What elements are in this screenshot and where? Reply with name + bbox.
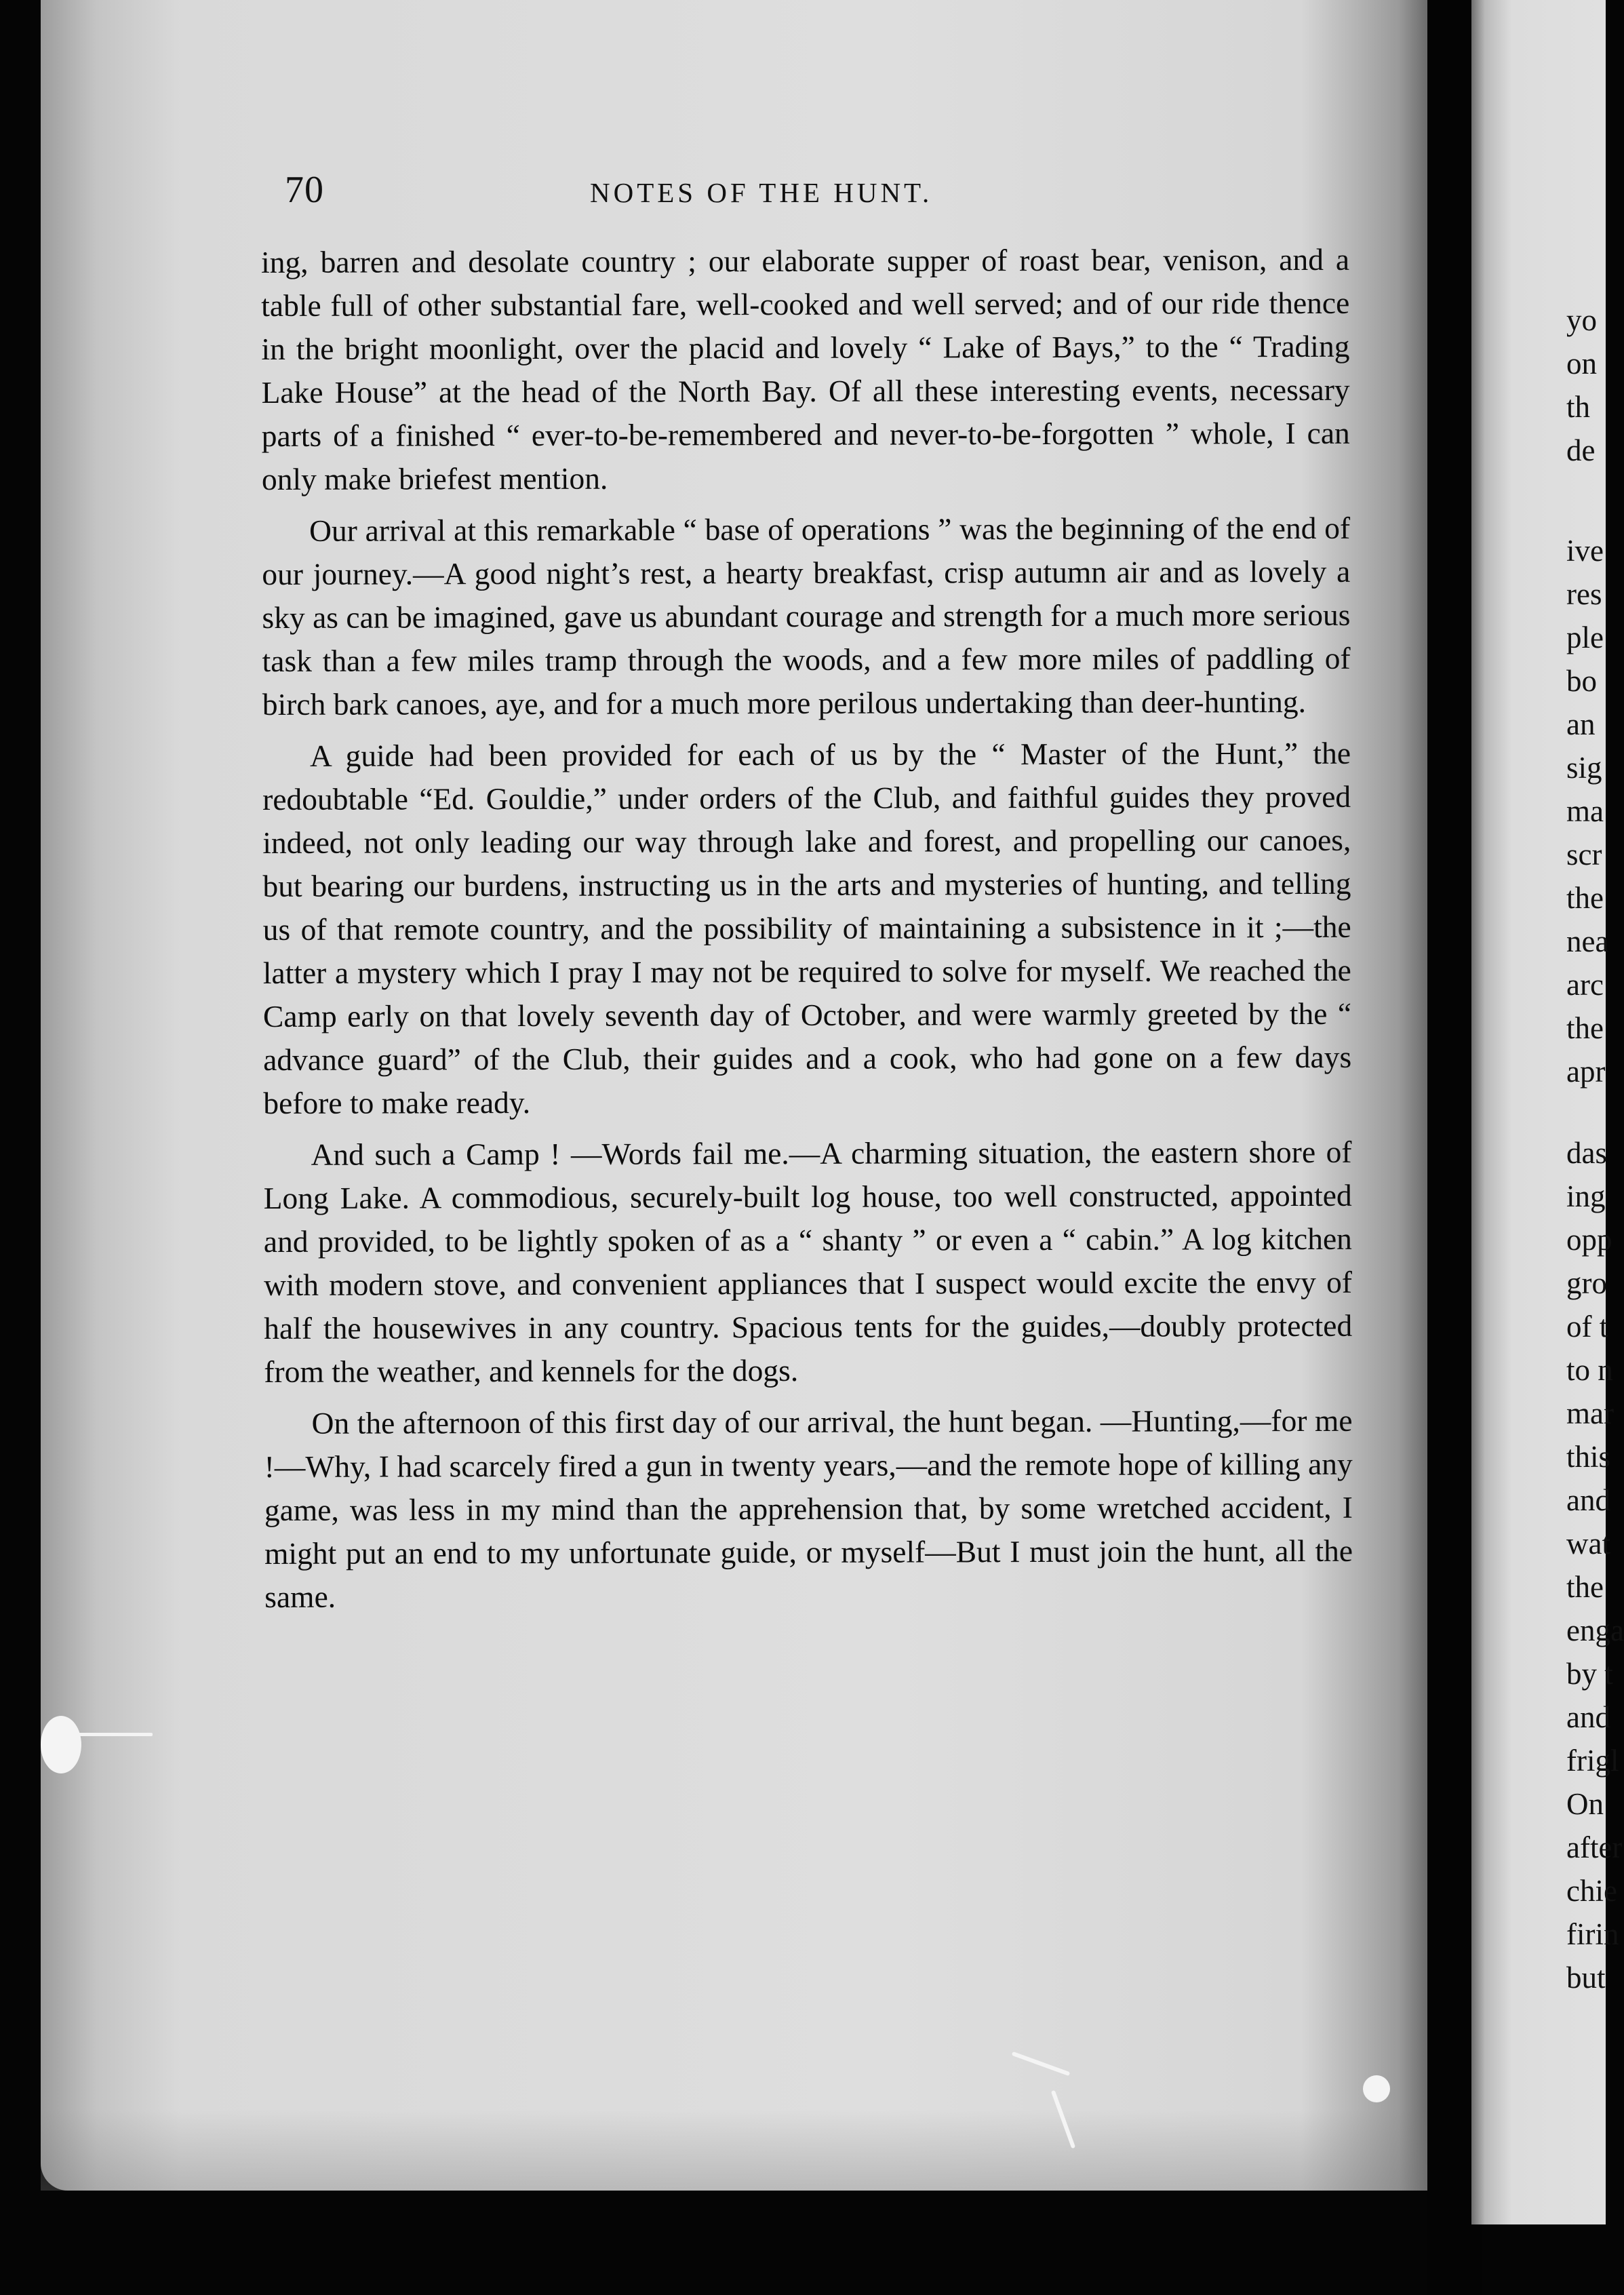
facing-line: ma xyxy=(1566,794,1604,828)
facing-line: ple xyxy=(1566,621,1604,654)
facing-line: the xyxy=(1566,881,1604,915)
paragraph-1: ing, barren and desolate country ; our elaborate supper of roast bear, venison, and a table full of other substantial fare, well-cooked and well served; and of our ride thence in the bright moonlight, over the placid and lovely “ Lake of Bays,” to the “ Trading Lake House” at the head of the North Bay. Of all these interesting events, necessary parts of a finished “ ever-to-be-remembered and never-to-be-forgotten ” whole, I can only make briefest mention. xyxy=(261,241,1350,496)
facing-line: das xyxy=(1566,1136,1607,1170)
facing-line: ive xyxy=(1566,534,1604,568)
facing-line: yo xyxy=(1566,303,1597,337)
facing-line: gro xyxy=(1566,1266,1607,1300)
facing-line: the xyxy=(1566,1011,1604,1045)
facing-line: On xyxy=(1566,1787,1604,1821)
facing-line: chie xyxy=(1566,1874,1617,1908)
facing-line: but xyxy=(1566,1961,1606,1995)
facing-line: th xyxy=(1566,390,1591,424)
running-title: NOTES OF THE HUNT. xyxy=(590,177,933,208)
facing-line: bo xyxy=(1566,664,1597,698)
facing-line: opp xyxy=(1566,1223,1612,1257)
running-head xyxy=(285,168,1343,212)
page-number: 70 xyxy=(285,169,324,211)
facing-line: res xyxy=(1566,577,1602,611)
facing-line: scr xyxy=(1566,838,1602,871)
facing-line: after xyxy=(1566,1830,1623,1864)
facing-line: enga xyxy=(1566,1613,1624,1647)
facing-line: on xyxy=(1566,347,1597,380)
body-text xyxy=(261,238,1353,1627)
facing-line: wat xyxy=(1566,1527,1610,1561)
facing-line: mar xyxy=(1566,1396,1614,1430)
facing-line: by t xyxy=(1566,1657,1613,1691)
facing-line: de xyxy=(1566,433,1596,467)
facing-line: the xyxy=(1566,1570,1604,1604)
facing-line: this xyxy=(1566,1440,1611,1474)
facing-line: nea xyxy=(1566,924,1609,958)
facing-line: firin xyxy=(1566,1917,1619,1951)
scan-speck xyxy=(68,1733,153,1736)
facing-line: frigl xyxy=(1566,1744,1619,1778)
paragraph-2: Our arrival at this remarkable “ base of operations ” was the beginning of the end of our journey.—A good night’s rest, a hearty breakfast, crisp autumn air and as lovely a sky as can be imagined, gave us abundant courage and strength for a much more serious task than a few miles tramp through the woods, and a few more miles of paddling of birch bark canoes, aye, and for a much more perilous undertaking than deer-hunting. xyxy=(262,510,1351,722)
scan-speck xyxy=(41,1716,81,1773)
facing-line: sig xyxy=(1566,751,1602,785)
facing-line: arc xyxy=(1566,968,1604,1002)
scan-speck xyxy=(1363,2075,1390,2102)
facing-line: apr xyxy=(1566,1055,1606,1088)
facing-line: an xyxy=(1566,707,1596,741)
facing-line: of t xyxy=(1566,1310,1608,1343)
paragraph-3: A guide had been provided for each of us by the “ Master of the Hunt,” the redoubtable “Ed. Gouldie,” under orders of the Club, and faithful guides they proved indeed, not only leading our way through lake and forest, and propelling our canoes, but bearing our burdens, instructing us in the arts and mysteries of hunting, and telling us of that remote country, and the possibility of maintaining a subsistence in it ;—the latter a mystery which I pray I may not be required to solve for myself. We reached the Camp early on that lovely seventh day of October, and were warmly greeted by the “ advance guard” of the Club, their guides and a cook, who had gone on a few days before to make ready. xyxy=(262,735,1352,1120)
paragraph-5: On the afternoon of this first day of our arrival, the hunt began. —Hunting,—for me !—Why, I had scarcely fired a gun in twenty years,—and the remote hope of killing any game, was less in my mind than the apprehension that, by some wretched accident, I might put an end to my unfortunate guide, or myself—But I must join the hunt, all the same. xyxy=(264,1402,1353,1614)
facing-line: to n xyxy=(1566,1353,1613,1387)
paragraph-4: And such a Camp ! —Words fail me.—A charming situation, the eastern shore of Long Lake. A commodious, securely-built log house, too well constructed, appointed and provided, to be lightly spoken of as a “ shanty ” or even a “ cabin.” A log kitchen with modern stove, and convenient appliances that I suspect would excite the envy of half the housewives in any country. Spacious tents for the guides,—doubly protected from the weather, and kennels for the dogs. xyxy=(263,1134,1353,1389)
facing-page-text xyxy=(1566,0,1624,2238)
facing-line: and xyxy=(1566,1483,1610,1517)
facing-line: and xyxy=(1566,1700,1610,1734)
facing-line: ing xyxy=(1566,1179,1606,1213)
